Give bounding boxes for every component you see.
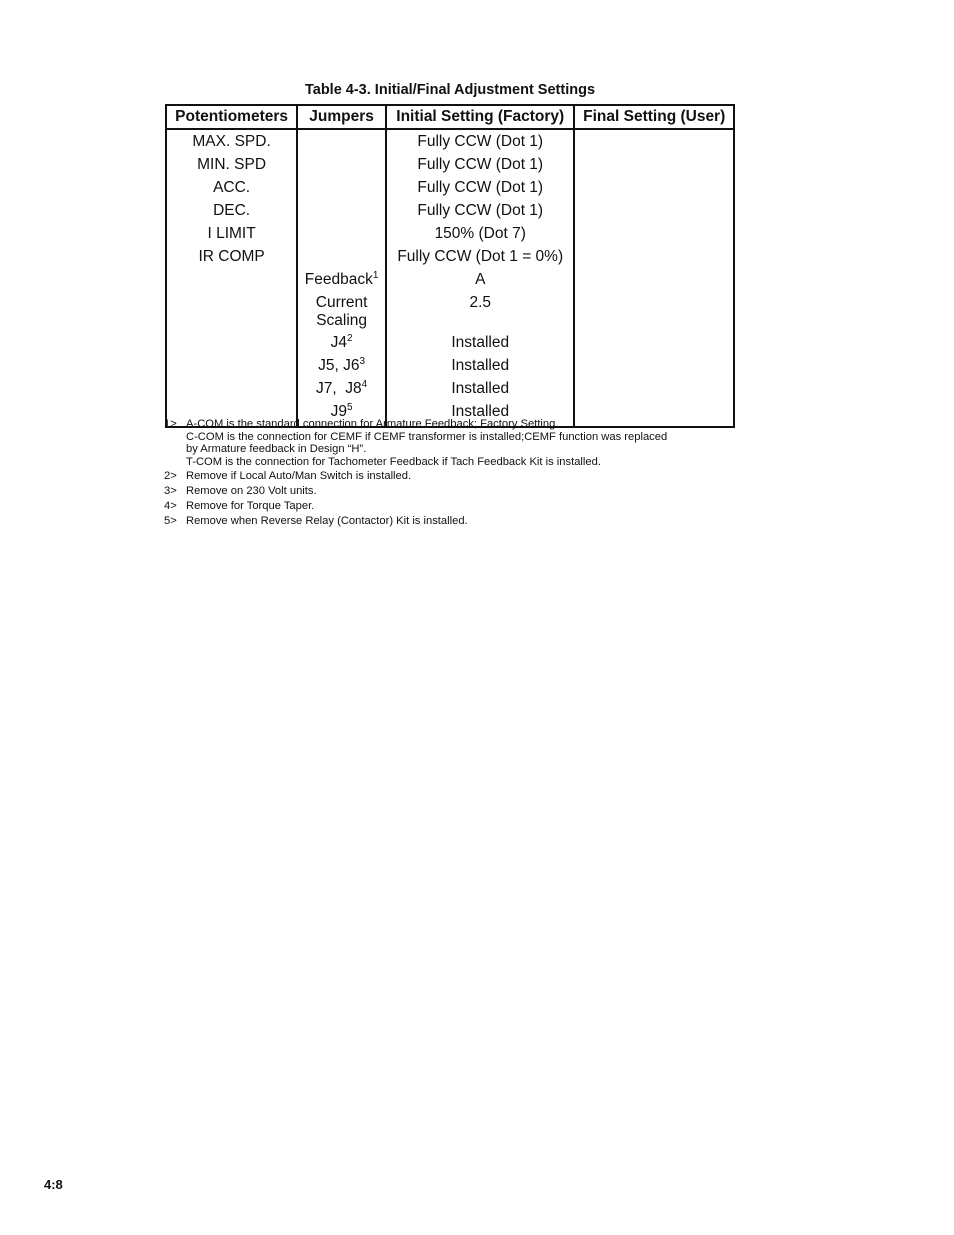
footnote-number: 4> <box>164 499 177 512</box>
footnote-ref: 1 <box>372 270 379 281</box>
header-potentiometers: Potentiometers <box>166 105 297 129</box>
initial-cell: Installed <box>386 380 574 403</box>
footnote-text <box>186 418 744 468</box>
footnote-line: by Armature feedback in Design “H”. <box>186 443 367 455</box>
table-row <box>166 380 734 403</box>
jumper-cell <box>297 248 386 271</box>
final-cell <box>574 179 734 202</box>
footnote-3 <box>164 485 744 498</box>
table-caption: Table 4-3. Initial/Final Adjustment Settings <box>304 82 596 98</box>
final-cell <box>574 129 734 156</box>
footnote-ref: 4 <box>361 379 368 390</box>
pot-cell <box>166 294 297 334</box>
final-cell <box>574 225 734 248</box>
footnote-2 <box>164 470 744 483</box>
initial-cell: Installed <box>386 334 574 357</box>
table-header-row <box>166 105 734 129</box>
jumper-cell <box>297 334 386 357</box>
final-cell <box>574 248 734 271</box>
footnote-5 <box>164 515 744 528</box>
page-number: 4:8 <box>44 1177 63 1192</box>
jumper-cell <box>297 271 386 294</box>
final-cell <box>574 271 734 294</box>
pot-cell <box>166 271 297 294</box>
table-row <box>166 294 734 334</box>
footnote-number: 5> <box>164 514 177 527</box>
jumper-label-line2: Scaling <box>316 312 368 329</box>
jumper-cell <box>297 179 386 202</box>
table-row <box>166 202 734 225</box>
header-initial-setting: Initial Setting (Factory) <box>386 105 574 129</box>
table-row <box>166 271 734 294</box>
final-cell <box>574 156 734 179</box>
initial-cell: Fully CCW (Dot 1) <box>386 129 574 156</box>
jumper-label: J4 <box>330 334 348 351</box>
jumper-cell <box>297 225 386 248</box>
pot-cell: DEC. <box>166 202 297 225</box>
footnote-1 <box>164 418 744 468</box>
jumper-cell <box>297 202 386 225</box>
settings-table <box>165 104 735 428</box>
pot-cell: I LIMIT <box>166 225 297 248</box>
pot-cell <box>166 357 297 380</box>
initial-cell: A <box>386 271 574 294</box>
table-row <box>166 357 734 380</box>
footnote-ref: 5 <box>347 402 353 413</box>
pot-cell: ACC. <box>166 179 297 202</box>
initial-cell: Fully CCW (Dot 1) <box>386 156 574 179</box>
jumper-label: J5, J6 <box>318 357 360 374</box>
initial-cell: Installed <box>386 357 574 380</box>
pot-cell <box>166 334 297 357</box>
header-final-setting: Final Setting (User) <box>574 105 734 129</box>
initial-cell: Fully CCW (Dot 1 = 0%) <box>386 248 574 271</box>
table-row <box>166 225 734 248</box>
initial-cell: Installed <box>386 403 574 427</box>
footnote-line: C-COM is the connection for CEMF if CEMF transformer is installed;CEMF function was replaced <box>186 430 668 443</box>
header-jumpers: Jumpers <box>297 105 386 129</box>
footnote-number: 1> <box>164 418 177 430</box>
final-cell <box>574 294 734 334</box>
footnotes <box>164 418 744 527</box>
pot-cell: MIN. SPD <box>166 156 297 179</box>
table-row <box>166 129 734 156</box>
final-cell <box>574 380 734 403</box>
table-row <box>166 179 734 202</box>
final-cell <box>574 357 734 380</box>
footnote-ref: 2 <box>347 333 353 344</box>
jumper-cell <box>297 129 386 156</box>
footnote-line: A-COM is the standard connection for Armature Feedback; Factory Setting. <box>186 418 559 430</box>
footnote-text: Remove if Local Auto/Man Switch is installed. <box>186 470 412 483</box>
footnote-number: 3> <box>164 485 177 498</box>
pot-cell: IR COMP <box>166 248 297 271</box>
final-cell <box>574 202 734 225</box>
jumper-label: Current <box>315 294 368 311</box>
pot-cell: MAX. SPD. <box>166 129 297 156</box>
initial-cell: Fully CCW (Dot 1) <box>386 179 574 202</box>
jumper-cell <box>297 380 386 403</box>
jumper-cell <box>297 357 386 380</box>
footnote-text: Remove on 230 Volt units. <box>186 485 317 498</box>
footnote-line: T-COM is the connection for Tachometer Feedback if Tach Feedback Kit is installed. <box>186 455 601 468</box>
initial-cell: Fully CCW (Dot 1) <box>386 202 574 225</box>
jumper-cell <box>297 294 386 334</box>
table-row <box>166 156 734 179</box>
final-cell <box>574 334 734 357</box>
footnote-text: Remove when Reverse Relay (Contactor) Kit is installed. <box>186 514 468 527</box>
jumper-label: Feedback <box>304 271 373 288</box>
footnote-4 <box>164 500 744 513</box>
table-row <box>166 248 734 271</box>
pot-cell <box>166 380 297 403</box>
initial-cell: 150% (Dot 7) <box>386 225 574 248</box>
footnote-number: 2> <box>164 470 177 483</box>
initial-cell: 2.5 <box>386 294 574 334</box>
jumper-label: J9 <box>330 403 348 420</box>
table-row <box>166 334 734 357</box>
footnote-ref: 3 <box>359 356 366 367</box>
jumper-label: J7, J8 <box>316 380 362 397</box>
jumper-cell <box>297 156 386 179</box>
footnote-text: Remove for Torque Taper. <box>186 499 315 512</box>
